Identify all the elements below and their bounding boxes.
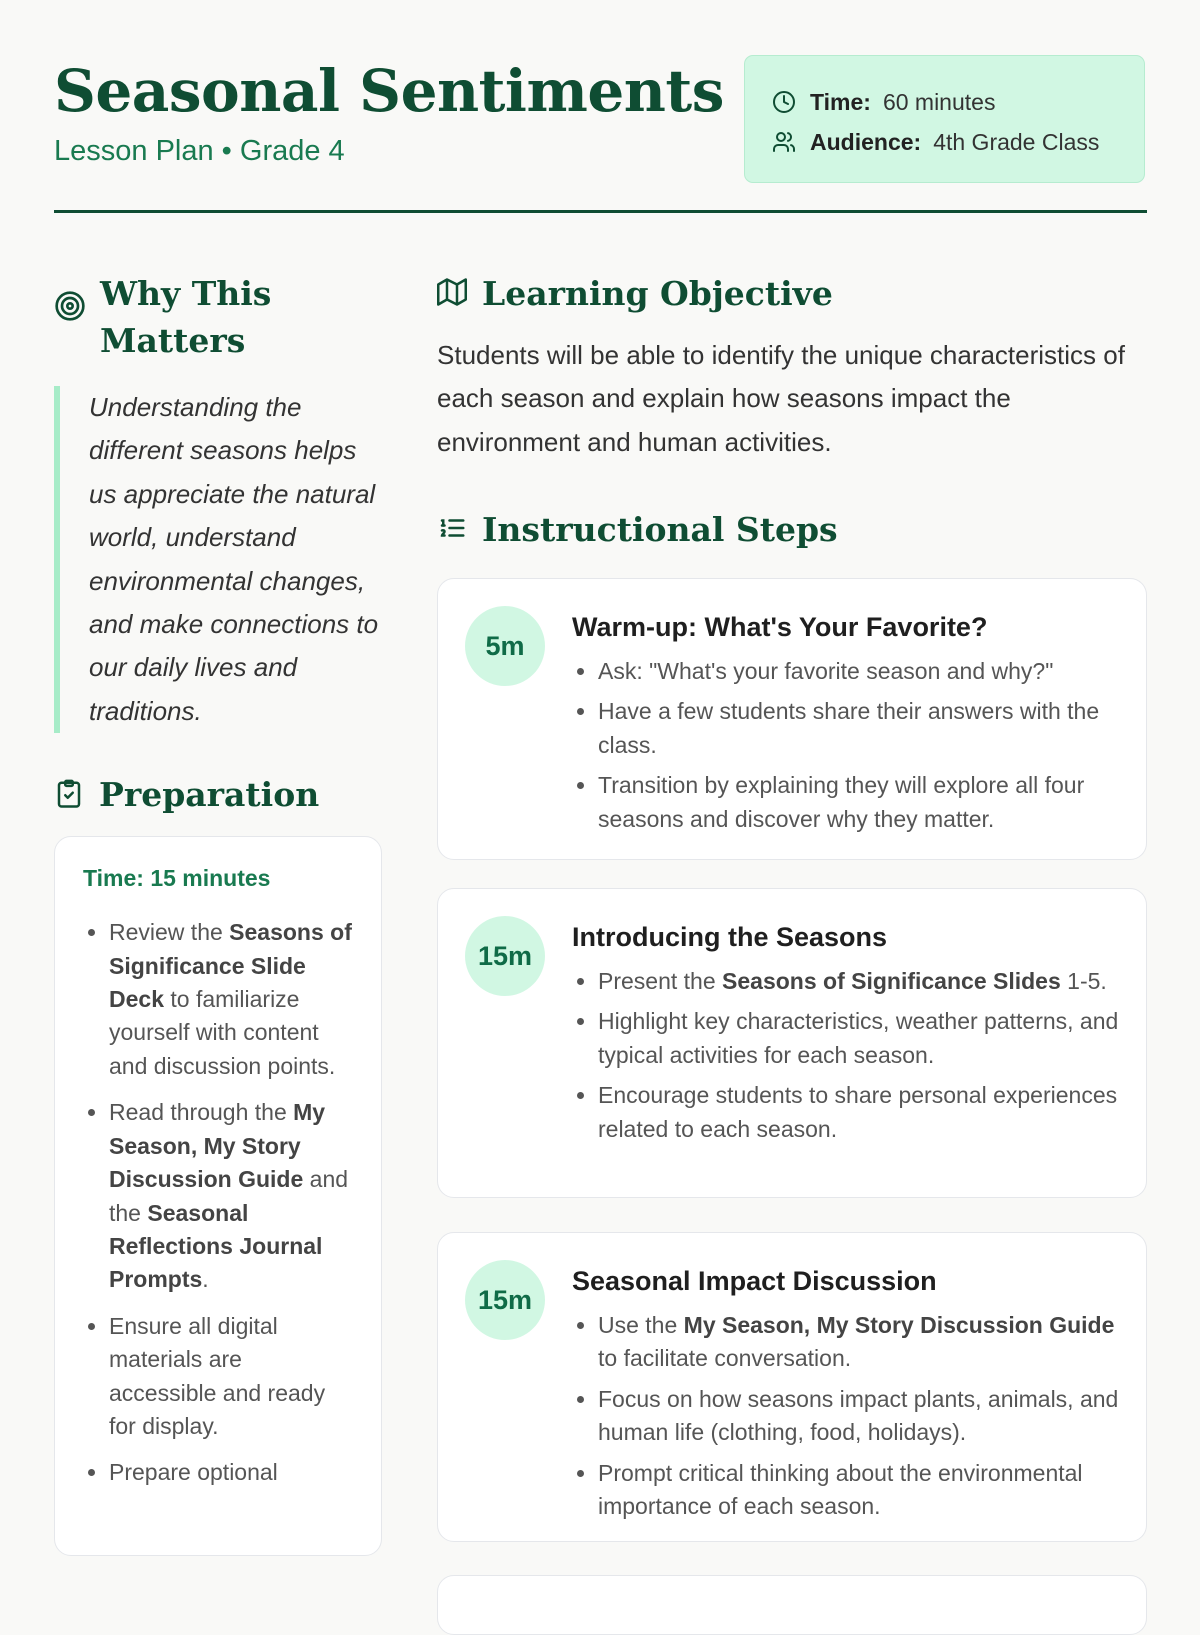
list-item: • Transition by explaining they will explore all four seasons and discover why they matter.: [598, 769, 1122, 836]
why-header: [54, 270, 382, 364]
header-divider: [54, 210, 1147, 213]
list-item: • Highlight key characteristics, weather patterns, and typical activities for each season.: [598, 1005, 1122, 1072]
steps-title: Instructional Steps: [482, 510, 838, 549]
step-list: [572, 965, 1122, 1146]
step-body: [572, 919, 1122, 1153]
objective-text: Students will be able to identify the unique characteristics of each season and explain how seasons impact the environment and human activities.: [437, 340, 1125, 457]
list-item: • Encourage students to share personal experiences related to each season.: [598, 1079, 1122, 1146]
why-section: [54, 270, 382, 733]
right-column: [437, 270, 1147, 1520]
list-item: • Focus on how seasons impact plants, animals, and human life (clothing, food, holidays).: [598, 1383, 1122, 1450]
lesson-meta-box: [744, 55, 1145, 183]
audience-label: Audience:: [810, 128, 922, 155]
step-duration-badge: 5m: [465, 606, 545, 686]
step-body: [572, 609, 1122, 843]
steps-header: [437, 506, 838, 553]
step-list: [572, 655, 1122, 836]
step-body: [572, 1263, 1122, 1530]
time-label: Time:: [810, 88, 871, 115]
audience-value: 4th Grade Class: [933, 128, 1100, 155]
list-item: • Present the Seasons of Significance Slides 1-5.: [598, 965, 1122, 998]
list-ordered-icon: [437, 513, 467, 543]
users-icon: [772, 130, 796, 154]
step-list: [572, 1309, 1122, 1523]
target-icon: [54, 290, 86, 322]
list-item: • Read through the My Season, My Story Discussion Guide and the Seasonal Reflections Journal Prompts.: [109, 1096, 353, 1296]
audience-meta: [772, 122, 1144, 162]
step-title: Warm-up: What's Your Favorite?: [572, 612, 988, 642]
step-card-warmup: [437, 578, 1147, 860]
time-value: 60 minutes: [882, 88, 996, 115]
list-item: • Ask: "What's your favorite season and why?": [598, 655, 1122, 688]
objective-header: [437, 270, 1147, 317]
clock-icon: [772, 90, 796, 114]
step-title: Seasonal Impact Discussion: [572, 1266, 937, 1296]
preparation-title: Preparation: [99, 775, 320, 815]
preparation-section: [54, 771, 382, 1556]
list-item: • Have a few students share their answers with the class.: [598, 695, 1122, 762]
objective-title: Learning Objective: [482, 274, 833, 313]
left-column: [54, 270, 382, 1556]
step-duration-badge: 15m: [465, 1260, 545, 1340]
list-item: • Ensure all digital materials are accessible and ready for display.: [109, 1310, 353, 1444]
preparation-time: Time: 15 minutes: [83, 865, 271, 892]
preparation-card: [54, 836, 382, 1556]
list-item: • Review the Seasons of Significance Slide Deck to familiarize yourself with content and discussion points.: [109, 916, 353, 1083]
page-subtitle: Lesson Plan • Grade 4: [54, 135, 345, 167]
preparation-header: [54, 771, 382, 818]
list-item: • Prompt critical thinking about the environmental importance of each season.: [598, 1457, 1122, 1524]
step-card-next: [437, 1575, 1147, 1635]
objective-section: [437, 270, 1147, 464]
list-item: • Prepare optional: [109, 1456, 353, 1489]
why-title: Why This Matters: [100, 274, 272, 360]
step-card-introducing: [437, 888, 1147, 1198]
step-title: Introducing the Seasons: [572, 922, 888, 952]
list-item: • Use the My Season, My Story Discussion Guide to facilitate conversation.: [598, 1309, 1122, 1376]
why-quote: Understanding the different seasons helps us appreciate the natural world, understand environmental changes, and make connections to our daily lives and traditions.: [54, 386, 382, 733]
preparation-list: [83, 916, 353, 1490]
clipboard-check-icon: [54, 779, 84, 809]
page-title: Seasonal Sentiments: [54, 57, 724, 125]
step-duration-badge: 15m: [465, 916, 545, 996]
map-icon: [437, 277, 467, 307]
step-card-impact: [437, 1232, 1147, 1542]
time-meta: [772, 82, 1144, 122]
